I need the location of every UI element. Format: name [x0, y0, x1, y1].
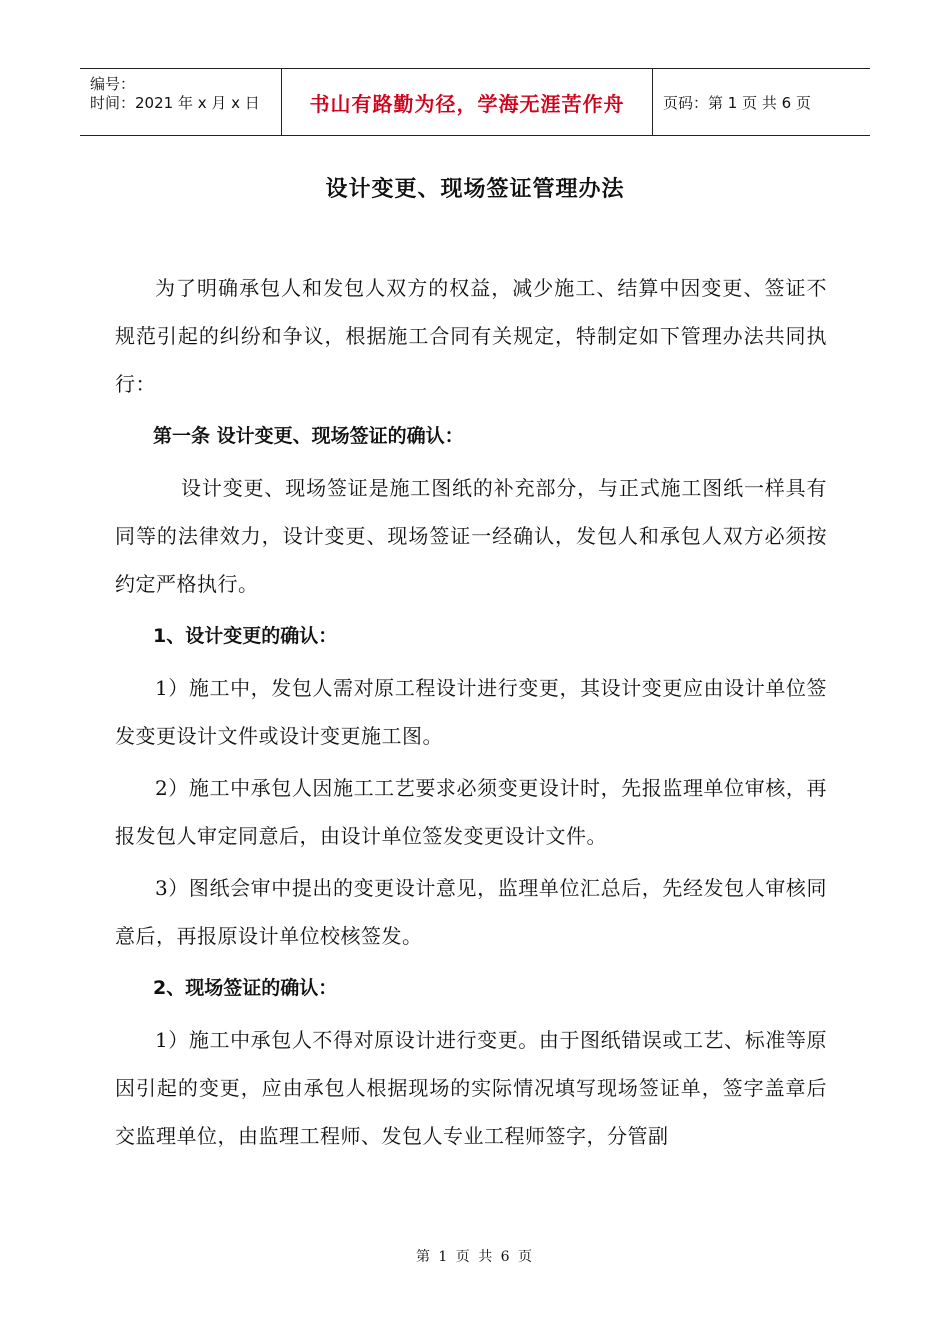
page-footer: 第 1 页 共 6 页	[415, 1249, 535, 1265]
section1-item: 1）施工中，发包人需对原工程设计进行变更，其设计变更应由设计单位签发变更设计文件或设计变更施工图。	[115, 676, 827, 748]
document-body	[115, 264, 827, 1164]
article1-heading: 第一条 设计变更、现场签证的确认：	[153, 425, 464, 447]
document-title: 设计变更、现场签证管理办法	[325, 177, 625, 202]
article1-paragraph: 设计变更、现场签证是施工图纸的补充部分，与正式施工图纸一样具有同等的法律效力，设计变更、现场签证一经确认，发包人和承包人双方必须按约定严格执行。	[115, 476, 827, 596]
section1-item: 2）施工中承包人因施工工艺要求必须变更设计时，先报监理单位审核，再报发包人审定同意后，由设计单位签发变更设计文件。	[115, 776, 827, 848]
document-date: 时间：2021 年 x 月 x 日	[90, 94, 260, 112]
document-number-label: 编号：	[90, 75, 136, 93]
header-page-info: 页码：第 1 页 共 6 页	[663, 93, 811, 112]
intro-paragraph: 为了明确承包人和发包人双方的权益，减少施工、结算中因变更、签证不规范引起的纠纷和争议，根据施工合同有关规定，特制定如下管理办法共同执行：	[115, 276, 827, 396]
section1-heading: 1、设计变更的确认：	[153, 625, 338, 647]
header-motto: 书山有路勤为径，学海无涯苦作舟	[282, 69, 653, 135]
section1-item: 3）图纸会审中提出的变更设计意见，监理单位汇总后，先经发包人审核同意后，再报原设计单位校核签发。	[115, 876, 827, 948]
section2-heading: 2、现场签证的确认：	[153, 977, 338, 999]
header-meta-cell	[80, 69, 282, 135]
section2-item: 1）施工中承包人不得对原设计进行变更。由于图纸错误或工艺、标准等原因引起的变更，应由承包人根据现场的实际情况填写现场签证单，签字盖章后交监理单位，由监理工程师、发包人专业工程师签字，分管副	[115, 1028, 827, 1148]
header-table	[80, 68, 870, 136]
